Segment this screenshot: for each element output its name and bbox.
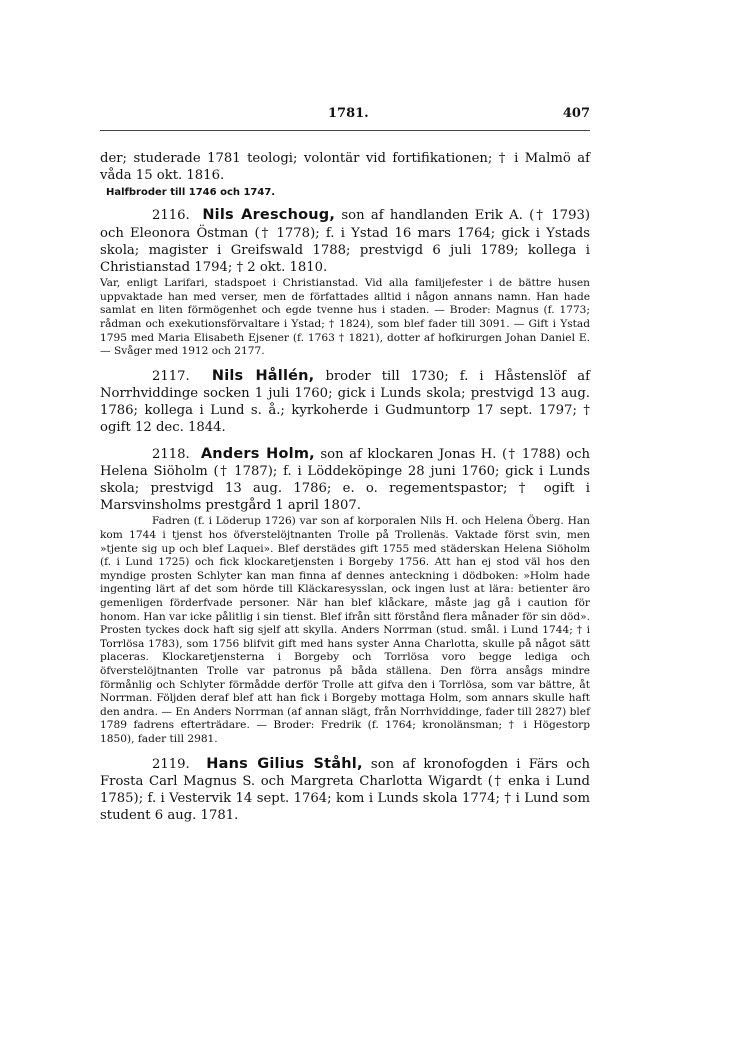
entry-2119 bbox=[100, 756, 590, 825]
page-header bbox=[100, 106, 590, 126]
entry-text: son af kronofogden i Färs och Frosta Carl Magnus S. och Margreta Charlotta Wigardt († enka i Lund 1785); f. i Vestervik 14 sept. 1764; kom i Lunds skola 1774; † i Lund som student 6 aug. 1781. bbox=[100, 756, 590, 824]
header-rule bbox=[100, 130, 590, 131]
entry-note: Fadren (f. i Löderup 1726) var son af korporalen Nils H. och Helena Öberg. Han kom 1744 i tjenst hos öfverstelöjtnanten Trolle på Trollenäs. Vaktade först svin, men »tjente sig up och blef Laquei». Blef derstädes gift 1755 med städerskan Helena Siöholm (f. i Lund 1725) och fick klockaretjensten i Borgeby 1756. Att han ej stod väl hos den myndige prosten Schlyter kan man finna af dennes anteckning i dödboken: »Holm hade ingenting lärt af det som hörde till Kläckaresysslan, ock ingen lust at lära: betienter äro gemenligen förderfvade personer. När han blef klåckare, måste jag gå i caution för honom. Han var icke pålitlig i sin tienst. Blef ifrån sitt förstånd flera månader för sin död». Prosten tyckes dock haft sig sjelf att skylla. Anders Norrman (stud. smål. i Lund 1744; † i Torrlösa 1783), som 1756 blifvit gift med hans syster Anna Charlotta, skulle på något sätt placeras. Klockaretjensterna i Borgeby och Torrlösa voro begge lediga och öfverstelöjtnanten Trolle var patronus på båda ställena. Den förra ansågs mindre förmånlig och Schlyter förmådde derför Trolle att gifva den i Torrlösa, som var bättre, åt Norrman. Följden deraf blef att han fick i Borgeby mottaga Holm, som annars skulle haft den andra. — En Anders Norrman (af annan slägt, från Norrhviddinge, fader till 2827) blef 1789 fadrens efterträdare. — Broder: Fredrik (f. 1764; kronolänsman; † i Högestorp 1850), fader till 2981. bbox=[100, 515, 590, 745]
entry-name: Nils Areschoug, bbox=[202, 207, 336, 224]
header-year: 1781. bbox=[328, 106, 369, 121]
entry-note: Var, enligt Larifari, stadspoet i Christianstad. Vid alla familjefester i de bättre husen uppvaktade han med verser, men de författades alltid i någon annans namn. Han hade samlat en liten förmögenhet och egde tvenne hus i staden. — Broder: Magnus (f. 1773; rådman och exekutionsförvaltare i Ystad; † 1824), som blef fader till 3091. — Gift i Ystad 1795 med Maria Elisabeth Ejsener (f. 1763 † 1821), dotter af hofkirurgen Johan Daniel E. — Svåger med 1912 och 2177. bbox=[100, 277, 590, 358]
entry-2117 bbox=[100, 368, 590, 437]
entry-name: Anders Holm, bbox=[200, 445, 315, 462]
entry-number: 2119. bbox=[152, 756, 190, 772]
entry-name: Hans Gilius Ståhl, bbox=[206, 755, 363, 772]
entry-text: broder till 1730; f. i Håstenslöf af Norrhviddinge socken 1 juli 1760; gick i Lunds skola; prestvigd 13 aug. 1786; kollega i Lund s. å.; kyrkoherde i Gudmuntorp 17 sept. 1797; † ogift 12 dec. 1844. bbox=[100, 368, 590, 436]
entry-number: 2116. bbox=[152, 208, 190, 224]
entry-number: 2118. bbox=[152, 446, 190, 462]
intro-text: der; studerade 1781 teologi; volontär vid fortifikationen; † i Malmö af våda 15 okt. 1816. bbox=[100, 151, 590, 184]
intro-note: Halfbroder till 1746 och 1747. bbox=[106, 187, 276, 199]
page-body bbox=[100, 150, 590, 824]
entry-2118 bbox=[100, 446, 590, 747]
entry-name: Nils Hållén, bbox=[211, 367, 315, 384]
entry-text: son af klockaren Jonas H. († 1788) och Helena Siöholm († 1787); f. i Löddeköpinge 28 juni 1760; gick i Lunds skola; prestvigd 13 aug. 1786; e. o. regementspastor; † ogift i Marsvinsholms prestgård 1 april 1807. bbox=[100, 446, 590, 514]
entry-2116 bbox=[100, 207, 590, 358]
page-number: 407 bbox=[562, 106, 590, 121]
entry-text: son af handlanden Erik A. († 1793) och Eleonora Östman († 1778); f. i Ystad 16 mars 1764; gick i Ystads skola; magister i Greifswald 1788; prestvigd 6 juli 1789; kollega i Christianstad 1794; † 2 okt. 1810. bbox=[100, 208, 590, 276]
entry-number: 2117. bbox=[152, 368, 190, 384]
